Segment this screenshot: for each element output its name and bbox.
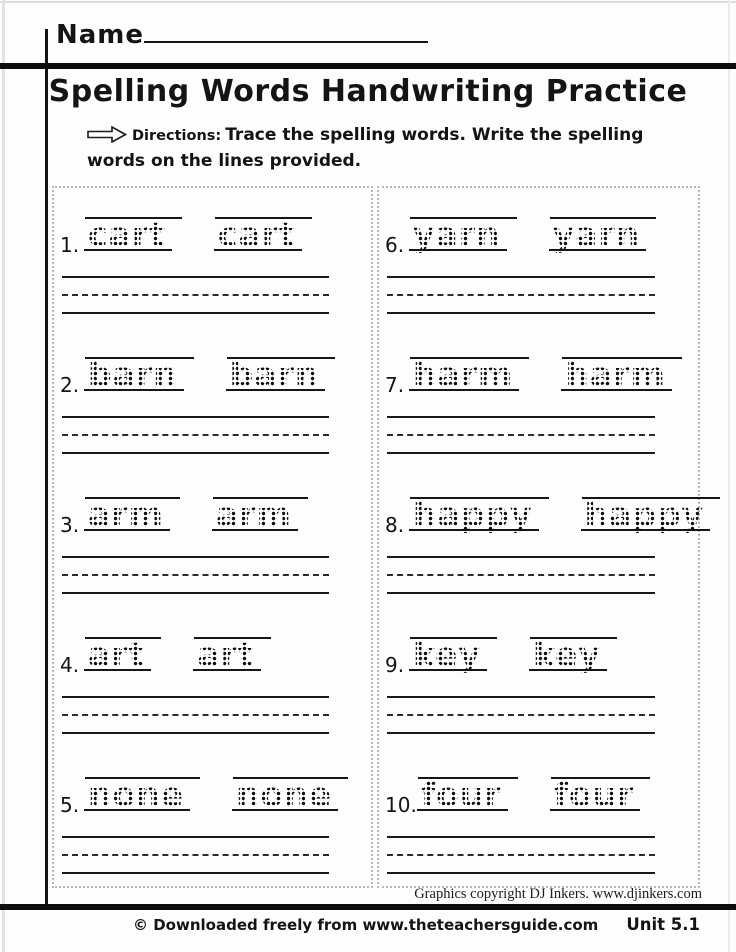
page-edge	[2, 0, 5, 952]
trace-word-text: cart	[218, 206, 296, 264]
trace-row	[385, 346, 690, 404]
worksheet-column-left	[52, 186, 373, 888]
writing-lines	[387, 416, 655, 454]
trace-word	[553, 206, 641, 264]
writing-line-solid	[62, 556, 329, 558]
trace-word	[413, 486, 533, 544]
name-blank-line	[144, 41, 428, 43]
trace-word-text: yarn	[553, 206, 641, 264]
item-number: 6.	[385, 233, 405, 257]
item-number: 3.	[60, 513, 80, 537]
trace-word	[88, 766, 184, 824]
trace-word	[413, 346, 513, 404]
trace-word-text: barn	[88, 346, 178, 404]
item-number: 7.	[385, 373, 405, 397]
writing-line-dashed	[62, 434, 329, 436]
trace-word	[565, 346, 665, 404]
trace-row	[60, 626, 363, 684]
spelling-item	[385, 754, 690, 894]
trace-word	[236, 766, 332, 824]
trace-word-text: barn	[230, 346, 320, 404]
writing-lines	[62, 836, 329, 874]
trace-word-text: yarn	[413, 206, 501, 264]
writing-line-solid	[62, 836, 329, 838]
unit-label: Unit 5.1	[626, 915, 700, 934]
footer-rule	[0, 904, 736, 910]
trace-word-text: four	[554, 766, 635, 824]
trace-word-text: four	[421, 766, 502, 824]
trace-row	[60, 486, 363, 544]
item-number: 10.	[385, 793, 417, 817]
writing-line-solid	[387, 312, 655, 314]
trace-word	[413, 626, 481, 684]
trace-word-text: none	[236, 766, 332, 824]
spelling-item	[60, 474, 363, 614]
writing-line-solid	[387, 276, 655, 278]
trace-word	[88, 206, 166, 264]
trace-word-text: key	[413, 626, 481, 684]
item-number: 1.	[60, 233, 80, 257]
writing-line-dashed	[62, 574, 329, 576]
trace-word-text: harm	[413, 346, 513, 404]
page-edge	[0, 1, 736, 3]
writing-line-solid	[387, 452, 655, 454]
directions	[87, 122, 665, 175]
header-rule	[0, 63, 736, 69]
trace-word	[88, 486, 164, 544]
trace-word	[88, 346, 178, 404]
writing-line-dashed	[387, 714, 655, 716]
trace-word-text: harm	[565, 346, 665, 404]
trace-word-text: arm	[88, 486, 164, 544]
writing-line-dashed	[387, 434, 655, 436]
download-credit: © Downloaded freely from www.theteachersguide.com	[133, 916, 599, 934]
directions-label: Directions:	[132, 128, 222, 144]
page-edge	[728, 0, 730, 952]
spelling-item	[60, 754, 363, 894]
writing-line-solid	[62, 696, 329, 698]
trace-row	[385, 766, 690, 824]
trace-row	[60, 206, 363, 264]
spelling-item	[60, 334, 363, 474]
trace-word	[88, 626, 145, 684]
spelling-item	[60, 614, 363, 754]
spelling-item	[385, 614, 690, 754]
writing-lines	[62, 276, 329, 314]
writing-line-solid	[387, 416, 655, 418]
writing-line-solid	[62, 732, 329, 734]
writing-line-solid	[387, 592, 655, 594]
writing-line-solid	[387, 696, 655, 698]
writing-line-dashed	[387, 854, 655, 856]
trace-word-text: arm	[216, 486, 292, 544]
trace-word	[230, 346, 320, 404]
writing-line-solid	[62, 452, 329, 454]
writing-line-solid	[62, 312, 329, 314]
graphics-credit: Graphics copyright DJ Inkers. www.djinkers.com	[414, 886, 702, 902]
trace-word-text: none	[88, 766, 184, 824]
writing-line-solid	[387, 836, 655, 838]
trace-word-text: key	[533, 626, 601, 684]
trace-row	[60, 766, 363, 824]
trace-word	[585, 486, 705, 544]
writing-lines	[387, 836, 655, 874]
writing-line-dashed	[62, 854, 329, 856]
name-label: Name	[56, 20, 145, 50]
trace-word	[413, 206, 501, 264]
item-number: 2.	[60, 373, 80, 397]
writing-lines	[62, 556, 329, 594]
trace-word	[218, 206, 296, 264]
trace-word	[421, 766, 502, 824]
spelling-item	[385, 474, 705, 614]
margin-line	[45, 29, 48, 905]
trace-word-text: art	[197, 626, 254, 684]
writing-lines	[387, 696, 655, 734]
trace-word-text: happy	[585, 486, 705, 544]
writing-line-solid	[62, 592, 329, 594]
writing-lines	[387, 556, 655, 594]
writing-line-solid	[62, 872, 329, 874]
item-number: 4.	[60, 653, 80, 677]
trace-row	[60, 346, 363, 404]
trace-word-text: happy	[413, 486, 533, 544]
writing-line-solid	[62, 416, 329, 418]
spelling-item	[385, 334, 690, 474]
item-number: 8.	[385, 513, 405, 537]
trace-row	[385, 206, 690, 264]
writing-line-dashed	[387, 574, 655, 576]
directions-arrow-icon	[87, 126, 127, 143]
worksheet-column-right	[377, 186, 705, 888]
writing-lines	[62, 416, 329, 454]
trace-word	[197, 626, 254, 684]
spelling-item	[385, 194, 690, 334]
writing-line-dashed	[62, 294, 329, 296]
writing-line-solid	[387, 732, 655, 734]
name-row	[56, 20, 428, 50]
writing-line-solid	[387, 872, 655, 874]
trace-word	[216, 486, 292, 544]
writing-lines	[62, 696, 329, 734]
writing-lines	[387, 276, 655, 314]
spelling-item	[60, 194, 363, 334]
writing-line-solid	[387, 556, 655, 558]
item-number: 9.	[385, 653, 405, 677]
page-title: Spelling Words Handwriting Practice	[48, 74, 688, 109]
trace-word-text: art	[88, 626, 145, 684]
trace-row	[385, 626, 690, 684]
trace-word	[533, 626, 601, 684]
directions-text: Trace the spelling words. Write the spelling words on the lines provided.	[87, 125, 644, 172]
trace-word	[554, 766, 635, 824]
writing-line-dashed	[62, 714, 329, 716]
trace-row	[385, 486, 705, 544]
item-number: 5.	[60, 793, 80, 817]
writing-line-solid	[62, 276, 329, 278]
trace-word-text: cart	[88, 206, 166, 264]
writing-line-dashed	[387, 294, 655, 296]
